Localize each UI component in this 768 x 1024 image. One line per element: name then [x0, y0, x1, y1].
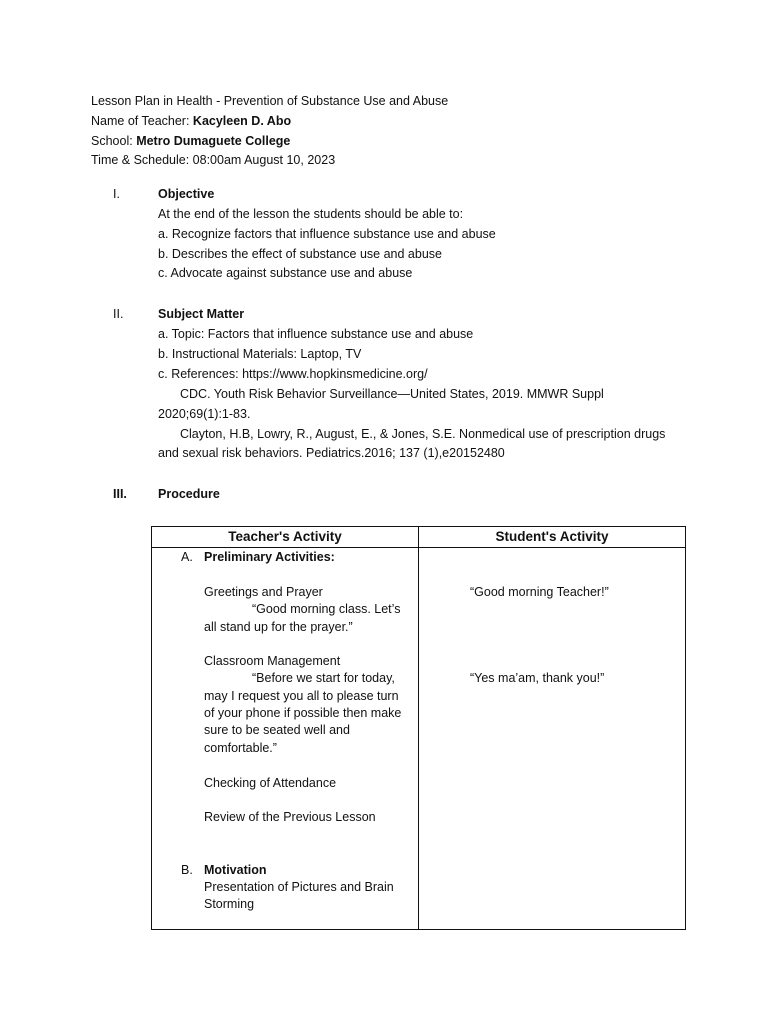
prelim-heading: Preliminary Activities:: [204, 550, 335, 564]
teacher-label: Name of Teacher:: [91, 114, 190, 128]
classroom-quote-line: may I request you all to please turn: [204, 689, 399, 703]
motivation-line: Presentation of Pictures and Brain: [204, 880, 394, 894]
school-name: Metro Dumaguete College: [136, 134, 291, 148]
reference-2-line-1: Clayton, H.B, Lowry, R., August, E., & Jones, S.E. Nonmedical use of prescription drugs: [180, 427, 666, 441]
teacher-line: [91, 115, 291, 128]
objective-item: c. Advocate against substance use and abuse: [158, 266, 413, 280]
student-greeting-response: “Good morning Teacher!”: [470, 585, 609, 599]
student-thanks-response: “Yes ma’am, thank you!”: [470, 671, 605, 685]
student-activity-header: Student's Activity: [419, 527, 686, 548]
subject-numeral: II.: [113, 307, 124, 321]
classroom-quote-line: sure to be seated well and: [204, 723, 350, 737]
subject-references: c. References: https://www.hopkinsmedicine.org/: [158, 367, 428, 381]
classroom-quote-line: comfortable.”: [204, 741, 277, 755]
objective-intro: At the end of the lesson the students should be able to:: [158, 207, 464, 221]
table-header-row: [152, 527, 686, 548]
reference-2-line-2: and sexual risk behaviors. Pediatrics.2016; 137 (1),e20152480: [158, 446, 505, 460]
table-row: [152, 548, 686, 930]
objective-heading: Objective: [158, 187, 215, 201]
subject-topic: a. Topic: Factors that influence substance use and abuse: [158, 327, 474, 341]
subject-materials: b. Instructional Materials: Laptop, TV: [158, 347, 362, 361]
schedule-line: Time & Schedule: 08:00am August 10, 2023: [91, 153, 336, 167]
greeting-quote-line: all stand up for the prayer.”: [204, 620, 353, 634]
motivation-heading: Motivation: [204, 863, 267, 877]
objective-item: b. Describes the effect of substance use and abuse: [158, 247, 442, 261]
objective-item: a. Recognize factors that influence substance use and abuse: [158, 227, 496, 241]
objective-numeral: I.: [113, 187, 120, 201]
classroom-management-label: Classroom Management: [204, 654, 341, 668]
greetings-label: Greetings and Prayer: [204, 585, 323, 599]
motivation-letter: B.: [181, 863, 193, 877]
procedure-heading: Procedure: [158, 487, 220, 501]
classroom-quote-line: of your phone if possible then make: [204, 706, 402, 720]
prelim-letter: A.: [181, 550, 193, 564]
teacher-name: Kacyleen D. Abo: [192, 114, 292, 128]
reference-1-line-1: CDC. Youth Risk Behavior Surveillance—United States, 2019. MMWR Suppl: [180, 387, 604, 401]
reference-1-line-2: 2020;69(1):1-83.: [158, 407, 251, 421]
classroom-quote-line: “Before we start for today,: [252, 671, 395, 685]
greeting-quote-line: “Good morning class. Let’s: [252, 602, 401, 616]
school-line: [91, 135, 290, 148]
motivation-line: Storming: [204, 897, 255, 911]
student-activity-cell: [419, 548, 686, 930]
procedure-numeral: III.: [113, 487, 127, 501]
review-label: Review of the Previous Lesson: [204, 810, 376, 824]
attendance-label: Checking of Attendance: [204, 776, 337, 790]
lesson-title: Lesson Plan in Health - Prevention of Substance Use and Abuse: [91, 94, 449, 108]
school-label: School:: [91, 134, 133, 148]
teacher-activity-header: Teacher's Activity: [152, 527, 419, 548]
subject-heading: Subject Matter: [158, 307, 245, 321]
procedure-table: [151, 526, 686, 930]
teacher-activity-cell: [152, 548, 419, 930]
